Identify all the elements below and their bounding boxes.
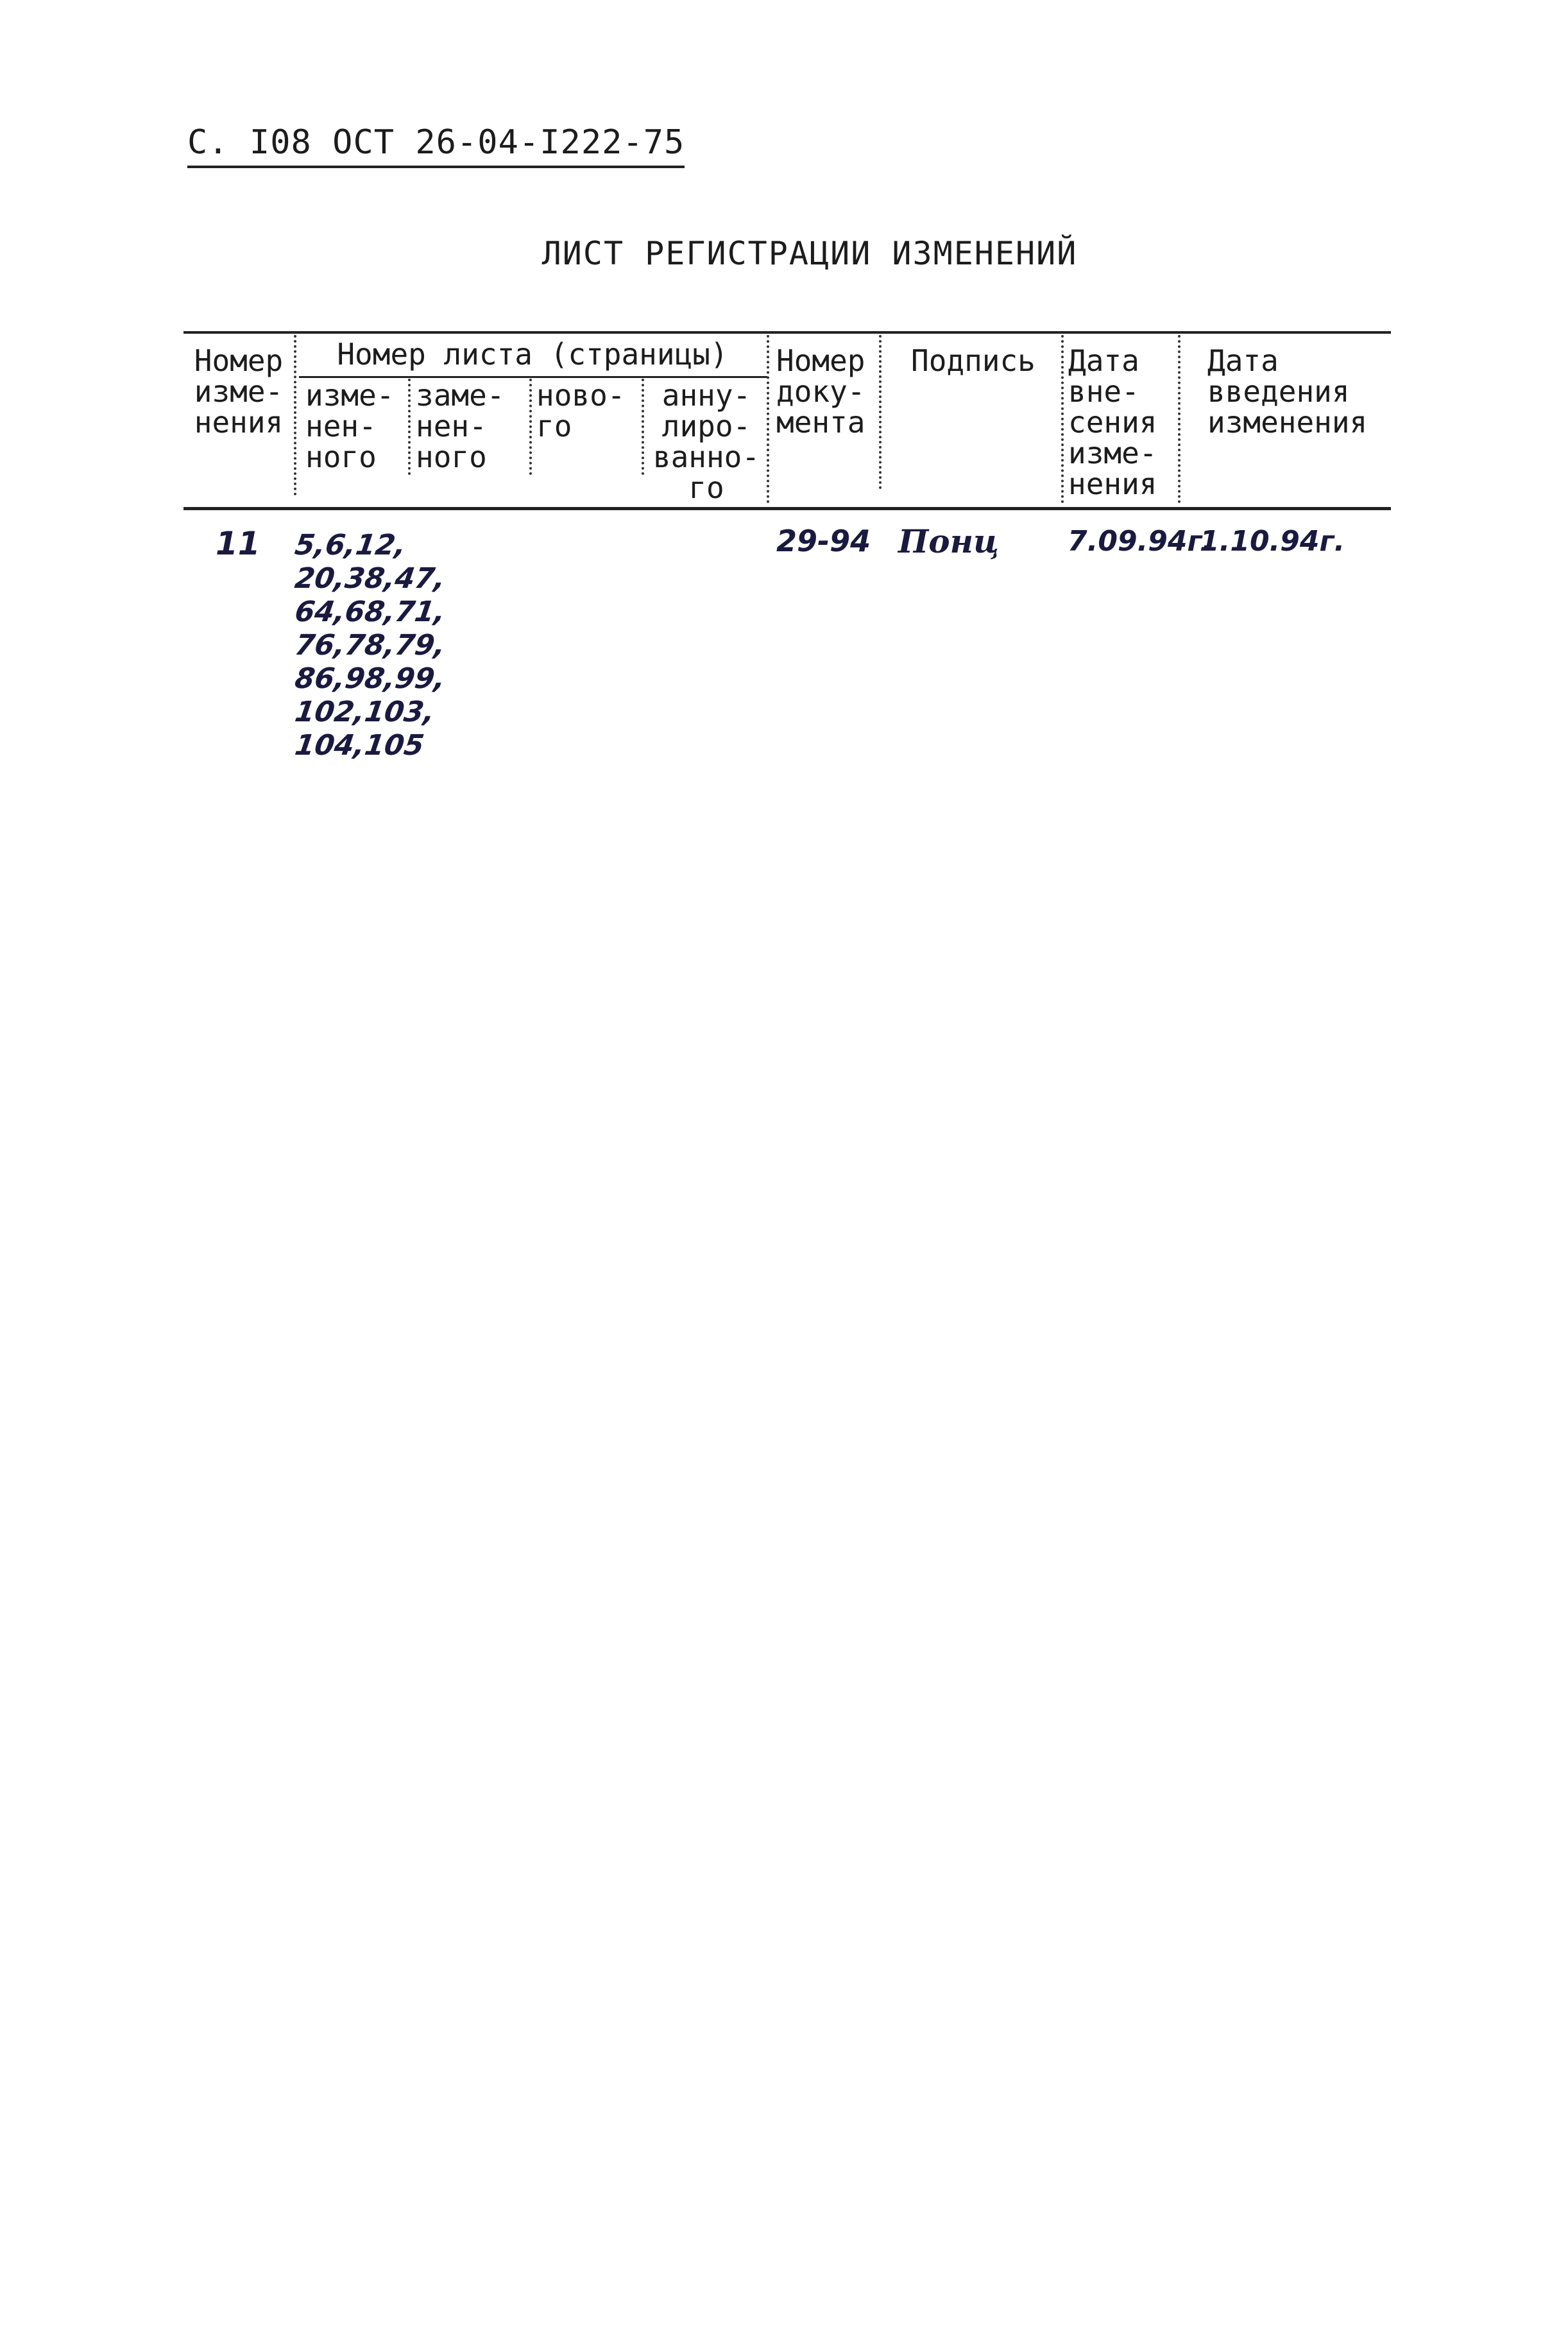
col-header-replaced: заме- нен- ного	[416, 378, 505, 474]
row-doc-no: 29-94	[776, 524, 871, 558]
column-divider	[294, 335, 296, 495]
column-divider	[767, 335, 769, 503]
table-top-rule	[183, 331, 1391, 334]
changed-pages-line: 86,98,99,	[293, 662, 448, 695]
col-header-changed: изме- нен- ного	[305, 378, 395, 474]
column-divider	[642, 379, 644, 475]
row-date-effective: 1.10.94г.	[1200, 525, 1345, 558]
changed-pages-line: 104,105	[293, 729, 427, 762]
col-header-sheet-group: Номер листа (страницы)	[337, 337, 728, 372]
col-header-date-effective: Дата введения изменения	[1207, 343, 1368, 440]
column-divider	[1061, 335, 1064, 503]
column-divider	[408, 379, 411, 475]
changed-pages-line: 20,38,47,	[293, 562, 448, 595]
row-changed-pages	[293, 529, 448, 762]
col-header-date-entered: Дата вне- сения изме- нения	[1068, 343, 1157, 501]
col-header-new: ново- го	[536, 378, 626, 443]
col-header-change-no: Номер изме- нения	[194, 343, 284, 440]
changed-pages-line: 102,103,	[293, 696, 437, 728]
page-header: С. I08 ОСТ 26-04-I222-75	[187, 126, 685, 168]
changed-pages-line: 64,68,71,	[293, 596, 448, 628]
changed-pages-line: 5,6,12,	[293, 529, 409, 562]
col-header-annulled: анну- лиро- ванно- го	[652, 378, 760, 505]
row-date-entered: 7.09.94г.	[1068, 525, 1213, 558]
col-header-doc-no: Номер доку- мента	[776, 343, 865, 440]
row-change-no: 11	[216, 525, 260, 562]
table-header-bottom-rule	[183, 507, 1391, 510]
changed-pages-line: 76,78,79,	[293, 629, 448, 662]
sheet-title: ЛИСТ РЕГИСТРАЦИИ ИЗМЕНЕНИЙ	[541, 235, 1078, 272]
column-divider	[1178, 335, 1180, 503]
column-divider	[879, 335, 882, 489]
col-header-signature: Подпись	[911, 343, 1035, 378]
row-signature: Понц	[898, 522, 1000, 560]
column-divider	[529, 379, 532, 475]
